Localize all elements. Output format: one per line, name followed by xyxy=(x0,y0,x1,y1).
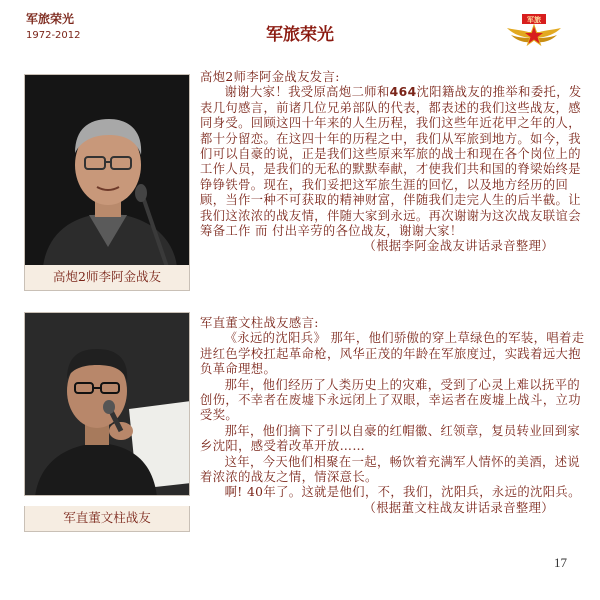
army-star-emblem-icon xyxy=(505,8,563,56)
speaker-photo-li-ajin xyxy=(24,74,190,266)
speech-dong-wenzhu xyxy=(200,316,590,516)
speech-source: （根据李阿金战友讲话录音整理） xyxy=(363,239,554,254)
speech-paragraph: 啊! 40年了。这就是他们，不，我们，沈阳兵，永远的沈阳兵。 xyxy=(224,485,581,500)
speech-heading: 军直董文柱战友感言: xyxy=(200,316,319,330)
page-title: 军旅荣光 xyxy=(266,25,334,45)
speech-source: （根据董文柱战友讲话录音整理） xyxy=(363,500,554,515)
speech-lead-a: 谢谢大家！ xyxy=(224,85,289,100)
speech-paragraph: 《永远的沈阳兵》 那年，他们骄傲的穿上草绿色的军装，唱着走进红色学校扛起革命枪，风华正茂的年龄在军旅度过，实践着远大抱负革命理想。 xyxy=(200,331,585,377)
speech-body: 沈阳籍战友的推举和委托，发表几句感言，前诸几位兄弟部队的代表，都表述的我们这些战友，感同身受。回顾这四十年来的人生历程，我们这些年近花甲之年的人，都十分留恋。在这四十年的历程之中，我们从军旅到地方。如今，我们可以自豪的说，正是我们这些原来军旅的战士和现在各个岗位上的工作人员，是我们的无私的默默奉献，才使我们共和国的脊梁始终是铮铮铁骨。现在，我们妥把这军旅生涯的回忆，以及地方经历的回顾，当作一种不可获取的精神财富，伴随我们走完人生的后半截。让我们这浓浓的战友情，伴随大家到永远。再次谢谢为这次战友联谊会筹备工作 而 付出辛劳的各位战友，谢谢大家！ xyxy=(200,85,582,239)
speaker-photo-dong-wenzhu xyxy=(24,312,190,496)
speech-heading: 高炮2师李阿金战友发言: xyxy=(200,70,340,84)
speech-paragraph: 那年，他们经历了人类历史上的灾难，受到了心灵上难以抚平的创伤，不幸者在废墟下永远闭上了双眼，幸运者在废墟上战斗，立功受奖。 xyxy=(200,377,581,423)
unit-number: 464 xyxy=(389,85,417,100)
speech-paragraph: 那年，他们摘下了引以自豪的红帽徽、红领章，复员转业回到家乡沈阳，感受着改革开放…… xyxy=(200,423,581,454)
speech-lead-b: 我受原高炮二师和 xyxy=(288,85,390,100)
speaker-caption: 军直董文柱战友 xyxy=(24,506,190,532)
speaker-caption: 高炮2师李阿金战友 xyxy=(24,265,190,291)
series-title: 军旅荣光 xyxy=(26,12,75,26)
speech-paragraph xyxy=(200,85,590,239)
speech-paragraph: 这年，今天他们相聚在一起，畅饮着充满军人情怀的美酒，述说着浓浓的战友之情，情深意长。 xyxy=(200,454,581,485)
speech-li-ajin xyxy=(200,70,590,255)
series-years: 1972-2012 xyxy=(26,30,81,41)
page-number: 17 xyxy=(554,555,567,570)
emblem-text: 军旅 xyxy=(527,16,541,24)
